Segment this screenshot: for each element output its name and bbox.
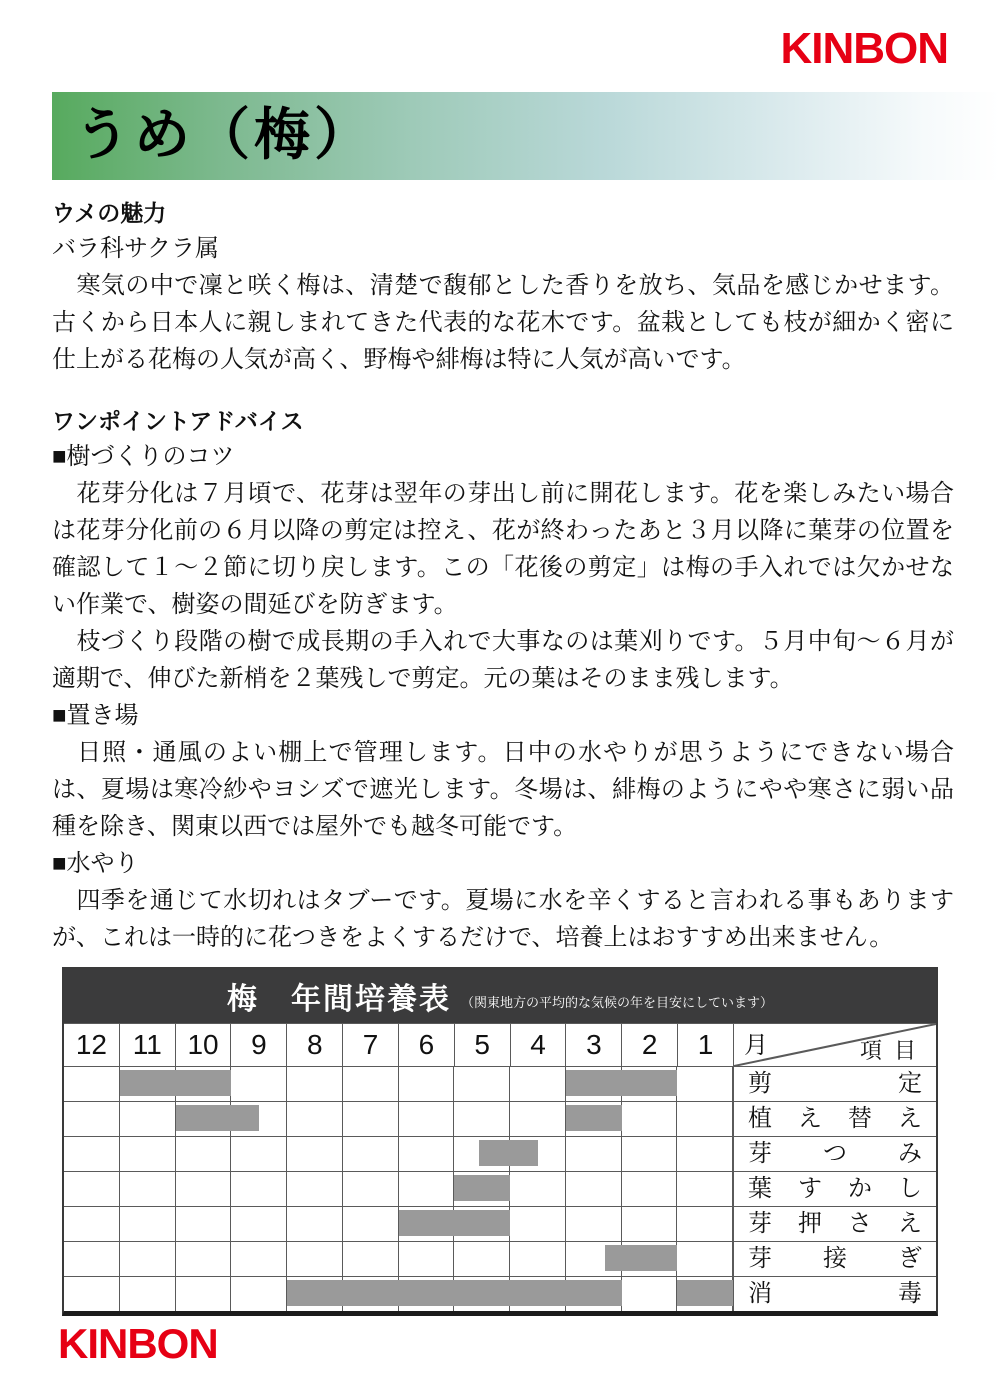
task-label-cell xyxy=(733,1137,936,1171)
grid-cell xyxy=(120,1172,176,1206)
corner-cell xyxy=(733,1024,936,1066)
grid-cell xyxy=(64,1067,120,1101)
task-row xyxy=(64,1066,936,1101)
advice-paragraph: 花芽分化は７月頃で、花芽は翌年の芽出し前に開花します。花を楽しみたい場合は花芽分化前の６月以降の剪定は控え、花が終わったあと３月以降に葉芽の位置を確認して１〜２節に切り戻します。この「花後の剪定」は梅の手入れでは欠かせない作業で、樹姿の間延びを防ぎます。 xyxy=(52,480,954,618)
task-row xyxy=(64,1241,936,1276)
task-period-bar xyxy=(677,1280,733,1306)
grid-cell xyxy=(176,1277,232,1311)
advice-paragraph: 四季を通じて水切れはタブーです。夏場に水を辛くすると言われる事もありますが、これは一時的に花つきをよくするだけで、培養上はおすすめ出来ません。 xyxy=(52,887,954,951)
month-header-row xyxy=(64,1023,936,1066)
grid-cell xyxy=(64,1102,120,1136)
task-label-cell xyxy=(733,1172,936,1206)
grid-cell xyxy=(287,1102,343,1136)
title-banner xyxy=(52,92,1000,180)
grid-cell xyxy=(399,1067,455,1101)
grid-cell xyxy=(399,1137,455,1171)
task-period-bar xyxy=(479,1140,538,1166)
task-row xyxy=(64,1171,936,1206)
task-label: 芽接ぎ xyxy=(748,1245,922,1272)
grid-cell xyxy=(231,1172,287,1206)
grid-cell xyxy=(510,1242,566,1276)
task-label: 芽押さえ xyxy=(748,1210,922,1237)
grid-cell xyxy=(454,1242,510,1276)
task-grid xyxy=(64,1172,733,1206)
task-period-bar xyxy=(605,1245,677,1271)
grid-cell xyxy=(622,1102,678,1136)
grid-cell xyxy=(399,1172,455,1206)
brand-logo-top: KINBON xyxy=(780,24,948,73)
task-period-bar xyxy=(287,1280,622,1306)
grid-cell xyxy=(677,1172,733,1206)
grid-cell xyxy=(343,1207,399,1241)
table-header xyxy=(64,969,936,1023)
grid-cell xyxy=(622,1137,678,1171)
grid-cell xyxy=(677,1067,733,1101)
month-cell: 9 xyxy=(231,1024,287,1066)
task-row xyxy=(64,1136,936,1171)
grid-cell xyxy=(566,1172,622,1206)
advice-heading: ワンポイントアドバイス xyxy=(52,408,304,434)
month-cell: 12 xyxy=(64,1024,120,1066)
month-cell: 5 xyxy=(455,1024,511,1066)
table-title: 梅 年間培養表 xyxy=(226,983,451,1016)
task-period-bar xyxy=(566,1070,678,1096)
task-grid xyxy=(64,1102,733,1136)
intro-heading: ウメの魅力 xyxy=(52,200,167,226)
intro-paragraph: 寒気の中で凜と咲く梅は、清楚で馥郁とした香りを放ち、気品を感じかせます。古くから日本人に親しまれてきた代表的な花木です。盆栽としても枝が細かく密に仕上がる花梅の人気が高く、野梅や緋梅は特に人気が高いです。 xyxy=(52,272,954,373)
grid-cell xyxy=(287,1067,343,1101)
grid-cell xyxy=(176,1137,232,1171)
intro-subheading: バラ科サクラ属 xyxy=(52,235,220,262)
grid-cell xyxy=(287,1207,343,1241)
task-row xyxy=(64,1101,936,1136)
table-subtitle: （関東地方の平均的な気候の年を目安にしています） xyxy=(460,994,773,1010)
task-label: 葉すかし xyxy=(748,1175,922,1202)
task-period-bar xyxy=(176,1105,260,1131)
grid-cell xyxy=(343,1137,399,1171)
task-label-cell xyxy=(733,1242,936,1276)
annual-culture-table xyxy=(62,967,938,1316)
month-cell: 6 xyxy=(399,1024,455,1066)
spacer xyxy=(52,378,954,404)
month-cell: 7 xyxy=(343,1024,399,1066)
grid-cell xyxy=(454,1102,510,1136)
grid-cell xyxy=(399,1242,455,1276)
task-row xyxy=(64,1276,936,1311)
grid-cell xyxy=(287,1137,343,1171)
month-cells xyxy=(64,1024,733,1066)
task-grid xyxy=(64,1207,733,1241)
task-label: 芽つみ xyxy=(748,1140,922,1167)
grid-cell xyxy=(622,1277,678,1311)
grid-cell xyxy=(566,1137,622,1171)
page-title: うめ（梅） xyxy=(74,105,374,167)
grid-cell xyxy=(120,1242,176,1276)
advice-subheading-placement: ■置き場 xyxy=(52,702,139,729)
grid-cell xyxy=(64,1207,120,1241)
month-cell: 8 xyxy=(287,1024,343,1066)
grid-cell xyxy=(64,1137,120,1171)
grid-cell xyxy=(176,1207,232,1241)
grid-cell xyxy=(566,1207,622,1241)
grid-cell xyxy=(64,1172,120,1206)
advice-subheading-tree: ■樹づくりのコツ xyxy=(52,443,235,470)
task-label: 消毒 xyxy=(748,1280,922,1307)
task-label: 剪定 xyxy=(748,1070,922,1097)
task-grid xyxy=(64,1277,733,1311)
grid-cell xyxy=(120,1207,176,1241)
task-grid xyxy=(64,1067,733,1101)
month-cell: 1 xyxy=(697,1029,714,1060)
body-text xyxy=(52,196,954,956)
grid-cell xyxy=(176,1172,232,1206)
grid-cell xyxy=(510,1207,566,1241)
grid-cell xyxy=(677,1102,733,1136)
grid-cell xyxy=(622,1207,678,1241)
grid-cell xyxy=(120,1137,176,1171)
grid-cell xyxy=(343,1172,399,1206)
grid-cell xyxy=(677,1137,733,1171)
grid-cell xyxy=(454,1067,510,1101)
grid-cell xyxy=(343,1067,399,1101)
task-period-bar xyxy=(454,1175,510,1201)
advice-paragraph: 日照・通風のよい棚上で管理します。日中の水やりが思うようにできない場合は、夏場は寒冷紗やヨシズで遮光します。冬場は、緋梅のようにやや寒さに弱い品種を除き、関東以西では屋外でも越冬可能です。 xyxy=(52,739,954,840)
grid-cell xyxy=(677,1242,733,1276)
task-label: 植え替え xyxy=(748,1105,922,1132)
task-grid xyxy=(64,1242,733,1276)
grid-cell xyxy=(64,1277,120,1311)
grid-cell xyxy=(343,1242,399,1276)
grid-cell xyxy=(231,1242,287,1276)
task-label-cell xyxy=(733,1277,936,1311)
advice-paragraph: 枝づくり段階の樹で成長期の手入れで大事なのは葉刈りです。５月中旬〜６月が適期で、伸びた新梢を２葉残しで剪定。元の葉はそのまま残します。 xyxy=(52,628,954,692)
task-period-bar xyxy=(566,1105,622,1131)
month-cell: 4 xyxy=(511,1024,567,1066)
grid-cell xyxy=(231,1067,287,1101)
grid-cell xyxy=(510,1172,566,1206)
task-period-bar xyxy=(399,1210,511,1236)
brand-logo-bottom: KINBON xyxy=(58,1320,218,1367)
grid-cell xyxy=(231,1207,287,1241)
grid-cell xyxy=(231,1137,287,1171)
grid-cell xyxy=(343,1102,399,1136)
task-label-cell xyxy=(733,1102,936,1136)
grid-cell xyxy=(64,1242,120,1276)
grid-cell xyxy=(399,1102,455,1136)
grid-cell xyxy=(622,1172,678,1206)
grid-cell xyxy=(287,1242,343,1276)
grid-cell xyxy=(231,1277,287,1311)
corner-label-month: 月 xyxy=(744,1032,768,1059)
grid-cell xyxy=(287,1172,343,1206)
month-cell: 10 xyxy=(176,1024,232,1066)
month-cell: 2 xyxy=(622,1024,678,1066)
grid-cell xyxy=(510,1067,566,1101)
task-label-cell xyxy=(733,1067,936,1101)
grid-cell xyxy=(510,1102,566,1136)
task-label-cell xyxy=(733,1207,936,1241)
task-period-bar xyxy=(120,1070,232,1096)
month-cell: 11 xyxy=(120,1024,176,1066)
grid-cell xyxy=(120,1277,176,1311)
month-cell: 3 xyxy=(566,1024,622,1066)
grid-cell xyxy=(176,1242,232,1276)
corner-label-item: 項目 xyxy=(859,1038,928,1063)
task-rows xyxy=(64,1066,936,1311)
task-row xyxy=(64,1206,936,1241)
advice-subheading-watering: ■水やり xyxy=(52,850,139,877)
grid-cell xyxy=(120,1102,176,1136)
task-grid xyxy=(64,1137,733,1171)
grid-cell xyxy=(677,1207,733,1241)
